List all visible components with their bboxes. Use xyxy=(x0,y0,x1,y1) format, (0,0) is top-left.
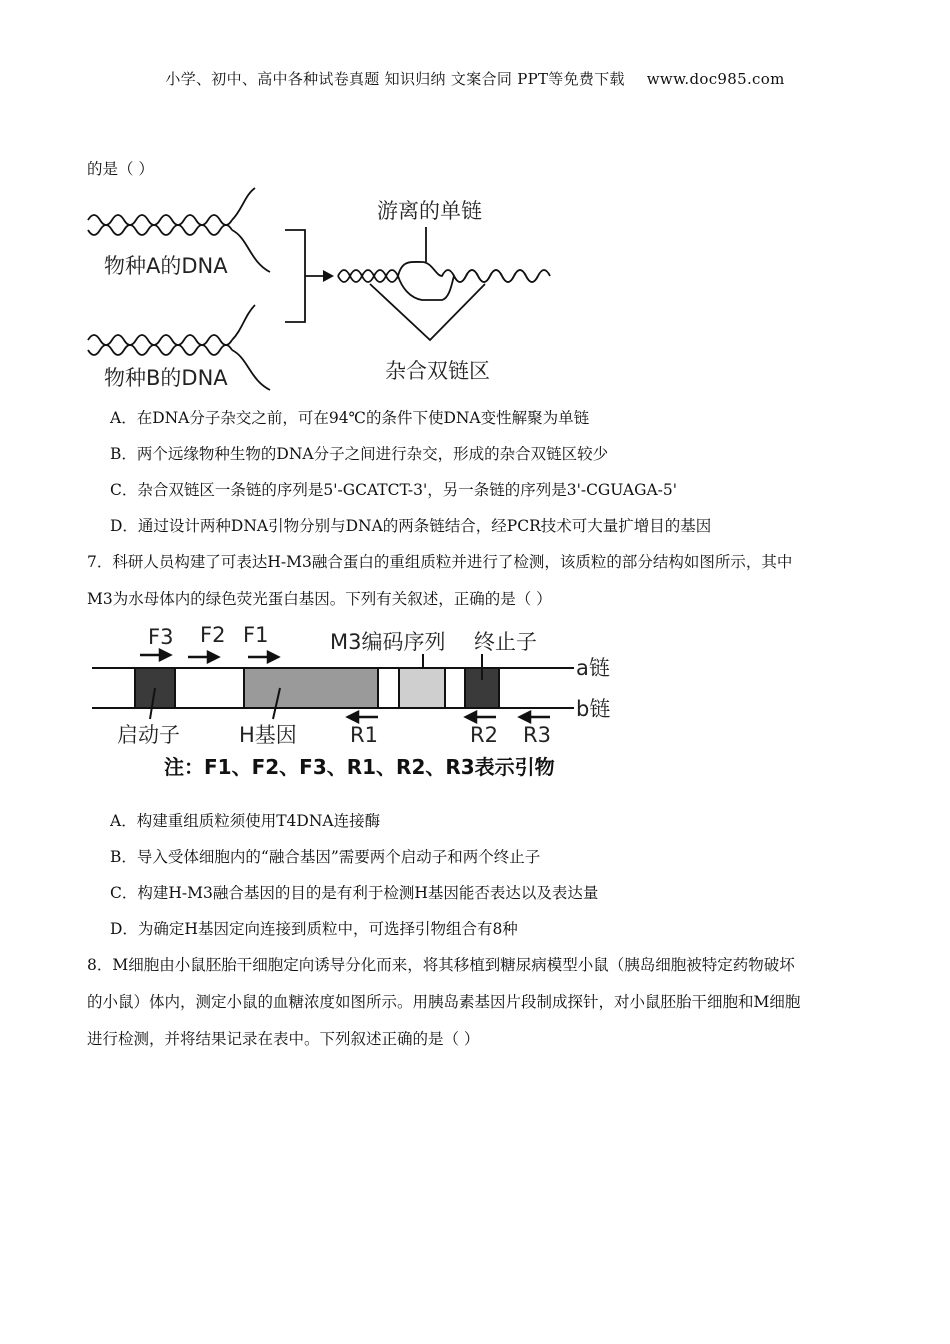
q6-option-c: C．杂合双链区一条链的序列是5'-GCATCT-3'，另一条链的序列是3'-CGUAGA-5' xyxy=(110,481,678,499)
r2-label: R2 xyxy=(470,723,498,747)
bracket xyxy=(285,230,305,322)
page-header xyxy=(0,68,950,89)
r3-label: R3 xyxy=(523,723,551,747)
hybrid-region-label: 杂合双链区 xyxy=(385,359,490,383)
r2-arrow-icon xyxy=(466,712,496,722)
q8-stem-line3: 进行检测，并将结果记录在表中。下列叙述正确的是（ ） xyxy=(87,1030,480,1048)
q8-stem-line2: 的小鼠）体内，测定小鼠的血糖浓度如图所示。用胰岛素基因片段制成探针，对小鼠胚胎干细胞和M细胞 xyxy=(87,993,801,1011)
q6-option-b: B．两个远缘物种生物的DNA分子之间进行杂交，形成的杂合双链区较少 xyxy=(110,445,609,463)
h-gene-label: H基因 xyxy=(239,723,297,747)
m3-coding-block xyxy=(399,668,445,708)
plasmid-structure-figure xyxy=(88,622,628,787)
q8-stem-line1: 8．M细胞由小鼠胚胎干细胞定向诱导分化而来，将其移植到糖尿病模型小鼠（胰岛细胞被特定药物破坏 xyxy=(87,956,795,974)
q7-option-a: A．构建重组质粒须使用T4DNA连接酶 xyxy=(110,812,381,830)
r1-arrow-icon xyxy=(348,712,378,722)
f3-label: F3 xyxy=(148,625,174,649)
q6-option-d: D．通过设计两种DNA引物分别与DNA的两条链结合，经PCR技术可大量扩增目的基因 xyxy=(110,517,712,535)
h-gene-block xyxy=(244,668,378,708)
f1-label: F1 xyxy=(243,623,269,647)
f1-arrow-icon xyxy=(248,652,278,662)
promoter-label: 启动子 xyxy=(117,723,180,747)
species-b-label: 物种B的DNA xyxy=(104,366,228,390)
header-text: 小学、初中、高中各种试卷真题 知识归纳 文案合同 PPT等免费下载 xyxy=(165,70,625,88)
m3-coding-label: M3编码序列 xyxy=(330,630,446,654)
q6-stem-tail: 的是（ ） xyxy=(87,160,154,178)
q7-stem-line1: 7．科研人员构建了可表达H-M3融合蛋白的重组质粒并进行了检测，该质粒的部分结构如图所示，其中 xyxy=(87,553,793,571)
f2-label: F2 xyxy=(200,623,226,647)
f3-arrow-icon xyxy=(140,650,170,660)
hybrid-dna xyxy=(338,227,550,340)
b-strand-label: b链 xyxy=(576,697,611,721)
terminator-label: 终止子 xyxy=(474,630,537,654)
r3-arrow-icon xyxy=(520,712,550,722)
free-single-strand-label: 游离的单链 xyxy=(377,199,482,223)
species-a-label: 物种A的DNA xyxy=(104,254,228,278)
hybrid-region-pointer xyxy=(370,284,485,340)
dna-hybridization-figure xyxy=(80,180,580,395)
a-strand-label: a链 xyxy=(576,656,610,680)
q7-option-b: B．导入受体细胞内的“融合基因”需要两个启动子和两个终止子 xyxy=(110,848,541,866)
primer-note: 注：F1、F2、F3、R1、R2、R3表示引物 xyxy=(164,755,555,779)
q7-stem-line2: M3为水母体内的绿色荧光蛋白基因。下列有关叙述，正确的是（ ） xyxy=(87,590,552,608)
arrow-icon xyxy=(323,270,334,282)
q7-option-d: D．为确定H基因定向连接到质粒中，可选择引物组合有8种 xyxy=(110,920,518,938)
q6-option-a: A．在DNA分子杂交之前，可在94℃的条件下使DNA变性解聚为单链 xyxy=(110,409,590,427)
q7-option-c: C．构建H-M3融合基因的目的是有利于检测H基因能否表达以及表达量 xyxy=(110,884,599,902)
f2-arrow-icon xyxy=(188,652,218,662)
r1-label: R1 xyxy=(350,723,378,747)
header-url[interactable]: www.doc985.com xyxy=(646,70,785,88)
